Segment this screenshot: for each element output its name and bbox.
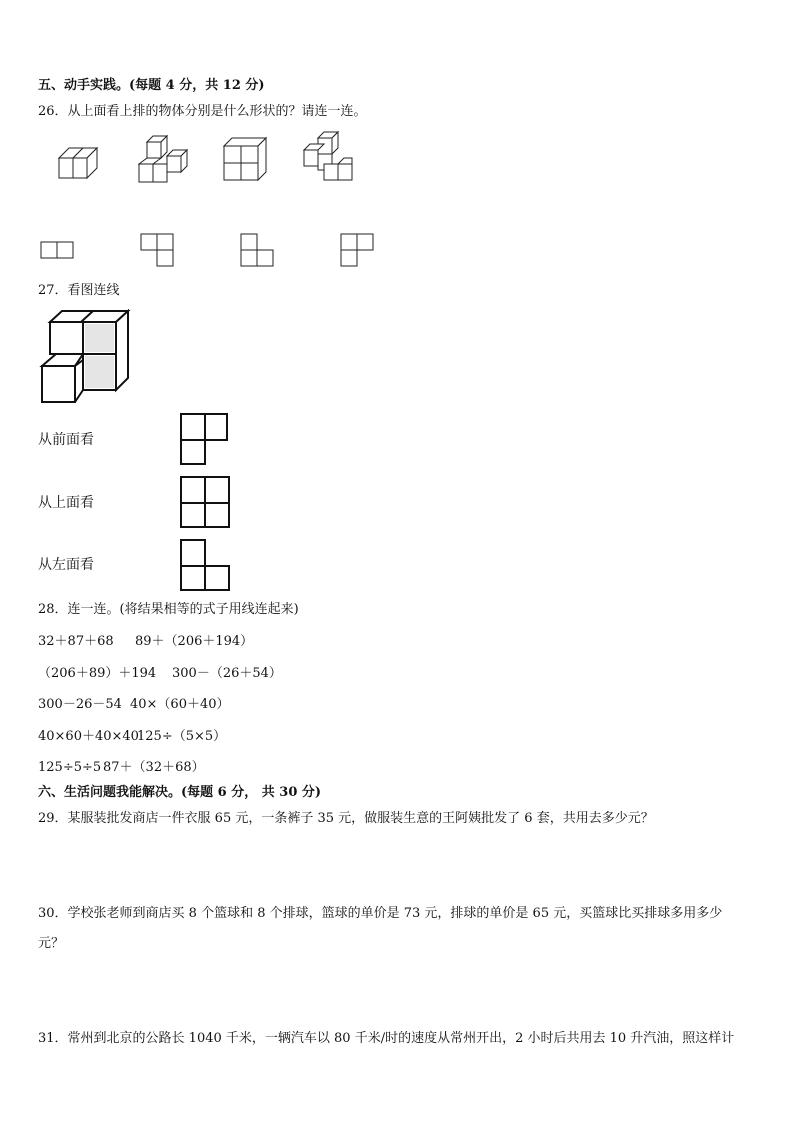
section5-heading: 五、动手实践。(每题 4 分，共 12 分): [38, 78, 265, 93]
cube-figure-1: [55, 140, 105, 185]
cube-figure-2: [135, 134, 190, 186]
top-view-4: [340, 232, 380, 272]
view-label-left: 从左面看: [38, 557, 94, 573]
view-label-top: 从上面看: [38, 495, 94, 511]
q28-left-5: 125÷5÷5: [38, 760, 102, 775]
question-30-line2: 元？: [38, 936, 65, 951]
q28-left-3: 300－26－54: [38, 697, 122, 712]
top-view-3: [240, 232, 280, 272]
top-view-1: [40, 240, 80, 260]
cube-figure-3: [220, 136, 270, 186]
q28-right-2: 300－（26＋54）: [172, 666, 282, 681]
q27-cube-figure: [38, 308, 133, 406]
view-option-2: [179, 475, 233, 531]
q28-right-5: 87＋（32＋68）: [103, 760, 205, 775]
view-label-front: 从前面看: [38, 432, 94, 448]
q28-left-2: （206＋89）＋194: [38, 666, 157, 681]
cube-figure-4: [300, 128, 358, 186]
q28-left-1: 32＋87＋68: [38, 634, 114, 649]
question-30-line1: 30．学校张老师到商店买 8 个篮球和 8 个排球，篮球的单价是 73 元，排球的单价是 65 元，买篮球比买排球多用多少: [38, 906, 723, 921]
question-29: 29．某服装批发商店一件衣服 65 元，一条裤子 35 元，做服装生意的王阿姨批发了 6 套，共用去多少元？: [38, 811, 654, 826]
q28-right-4: 125÷（5×5）: [137, 729, 227, 744]
view-option-3: [179, 538, 233, 594]
top-view-2: [140, 232, 180, 272]
section6-heading: 六、生活问题我能解决。(每题 6 分， 共 30 分): [38, 785, 322, 800]
question-27: 27．看图连线: [38, 283, 120, 298]
question-31: 31．常州到北京的公路长 1040 千米，一辆汽车以 80 千米/时的速度从常州开出，2 小时后共用去 10 升汽油，照这样计: [38, 1031, 735, 1046]
q28-left-4: 40×60＋40×40: [38, 729, 139, 744]
q28-right-3: 40×（60＋40）: [130, 697, 230, 712]
question-26: 26．从上面看上排的物体分别是什么形状的？请连一连。: [38, 104, 367, 119]
q28-right-1: 89＋（206＋194）: [135, 634, 254, 649]
question-28: 28．连一连。(将结果相等的式子用线连起来): [38, 602, 299, 617]
view-option-1: [179, 412, 231, 468]
